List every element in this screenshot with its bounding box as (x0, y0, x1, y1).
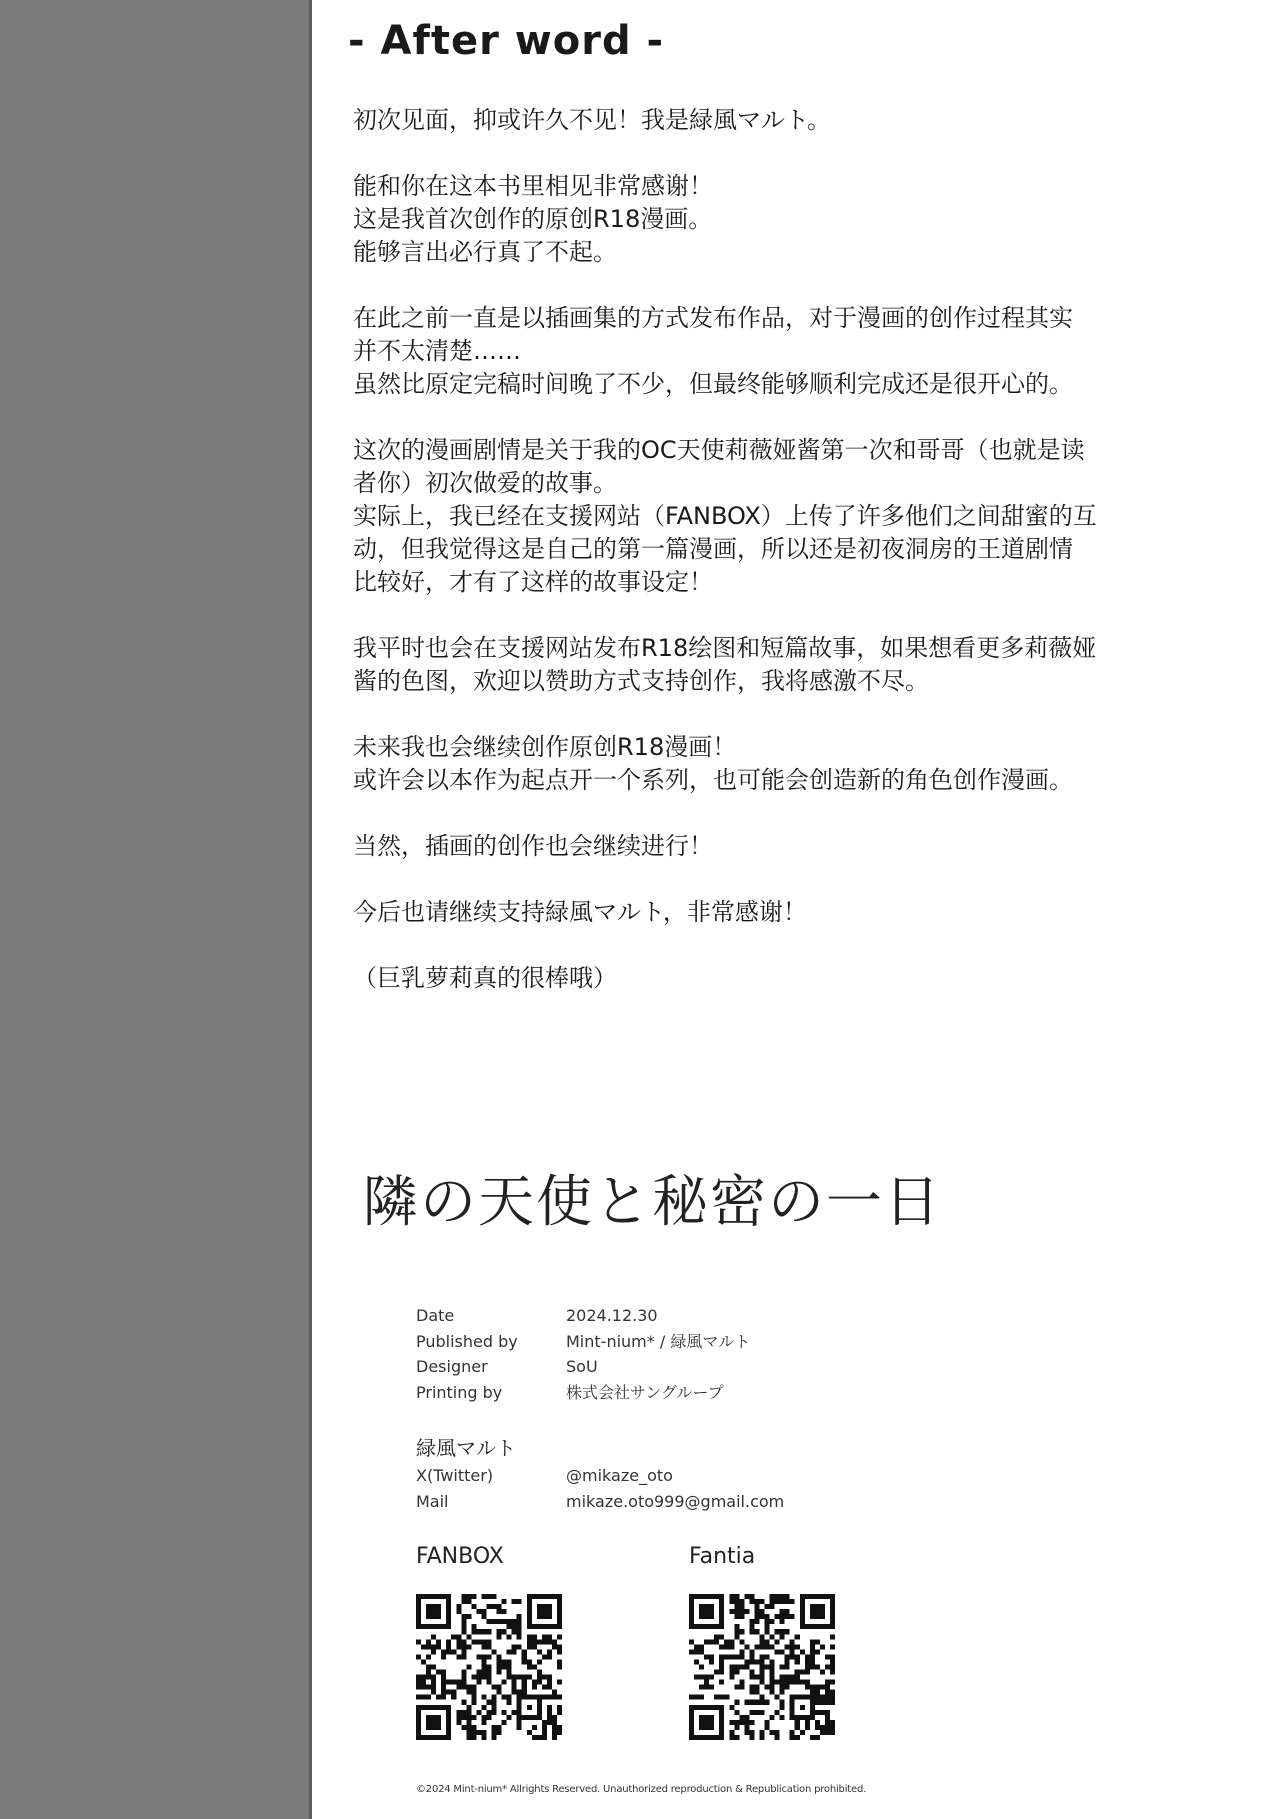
paragraph: 初次见面，抑或许久不见！我是緑風マルト。 (353, 106, 831, 134)
afterword-text (353, 104, 1253, 1028)
paragraph: 未来我也会继续创作原创R18漫画！ 或许会以本作为起点开一个系列，也可能会创造新的角色创作漫画。 (353, 733, 1073, 794)
author-contacts (416, 1463, 784, 1514)
paragraph: 我平时也会在支援网站发布R18绘图和短篇故事，如果想看更多莉薇娅 酱的色图，欢迎以赞助方式支持创作，我将感激不尽。 (353, 634, 1097, 695)
colophon-label: Designer (416, 1357, 488, 1376)
fantia-label: Fantia (689, 1544, 756, 1569)
copyright-notice: ©2024 Mint-nium* Allrights Reserved. Unauthorized reproduction & Republication prohibited. (416, 1784, 867, 1795)
paragraph: 这次的漫画剧情是关于我的OC天使莉薇娅酱第一次和哥哥（也就是读 者你）初次做爱的故事。 实际上，我已经在支援网站（FANBOX）上传了许多他们之间甜蜜的互 动，但我觉得这是自己的第一篇漫画，所以还是初夜洞房的王道剧情 比较好，才有了这样的故事设定！ (353, 436, 1097, 596)
page-title: - After word - (348, 18, 665, 64)
colophon-value: 2024.12.30 (566, 1306, 658, 1325)
colophon-label: Published by (416, 1331, 518, 1351)
contact-row (416, 1463, 784, 1489)
fanbox-label: FANBOX (416, 1544, 504, 1569)
colophon-value: 株式会社サングループ (566, 1382, 724, 1402)
paragraph: 能和你在这本书里相见非常感谢！ 这是我首次创作的原创R18漫画。 能够言出必行真了不起。 (353, 172, 713, 266)
fanbox-qr-code-icon[interactable] (416, 1594, 562, 1740)
fantia-qr-code-icon[interactable] (689, 1594, 835, 1740)
twitter-handle: @mikaze_oto (566, 1466, 673, 1485)
contact-row (416, 1489, 784, 1515)
paragraph: 在此之前一直是以插画集的方式发布作品，对于漫画的创作过程其实 并不太清楚…… 虽然比原定完稿时间晚了不少，但最终能够顺利完成还是很开心的。 (353, 304, 1073, 398)
colophon-row (416, 1329, 750, 1355)
colophon-row (416, 1303, 750, 1329)
colophon (416, 1303, 750, 1405)
colophon-row (416, 1354, 750, 1380)
colophon-value: SoU (566, 1357, 598, 1376)
paragraph: 今后也请继续支持緑風マルト，非常感谢！ (353, 898, 807, 926)
colophon-label: Printing by (416, 1382, 503, 1402)
author-name: 緑風マルト (416, 1436, 516, 1460)
contact-label: Mail (416, 1491, 449, 1511)
paragraph: 当然，插画的创作也会继续进行！ (353, 832, 713, 860)
left-gray-margin (0, 0, 309, 1819)
contact-label: X(Twitter) (416, 1466, 494, 1485)
margin-edge (309, 0, 312, 1819)
colophon-row (416, 1380, 750, 1406)
colophon-value: Mint-nium* / 緑風マルト (566, 1331, 751, 1351)
colophon-label: Date (416, 1306, 455, 1325)
email-address: mikaze.oto999@gmail.com (566, 1491, 785, 1511)
paragraph: （巨乳萝莉真的很棒哦） (353, 964, 617, 992)
book-title: 隣の天使と秘密の一日 (362, 1170, 942, 1235)
